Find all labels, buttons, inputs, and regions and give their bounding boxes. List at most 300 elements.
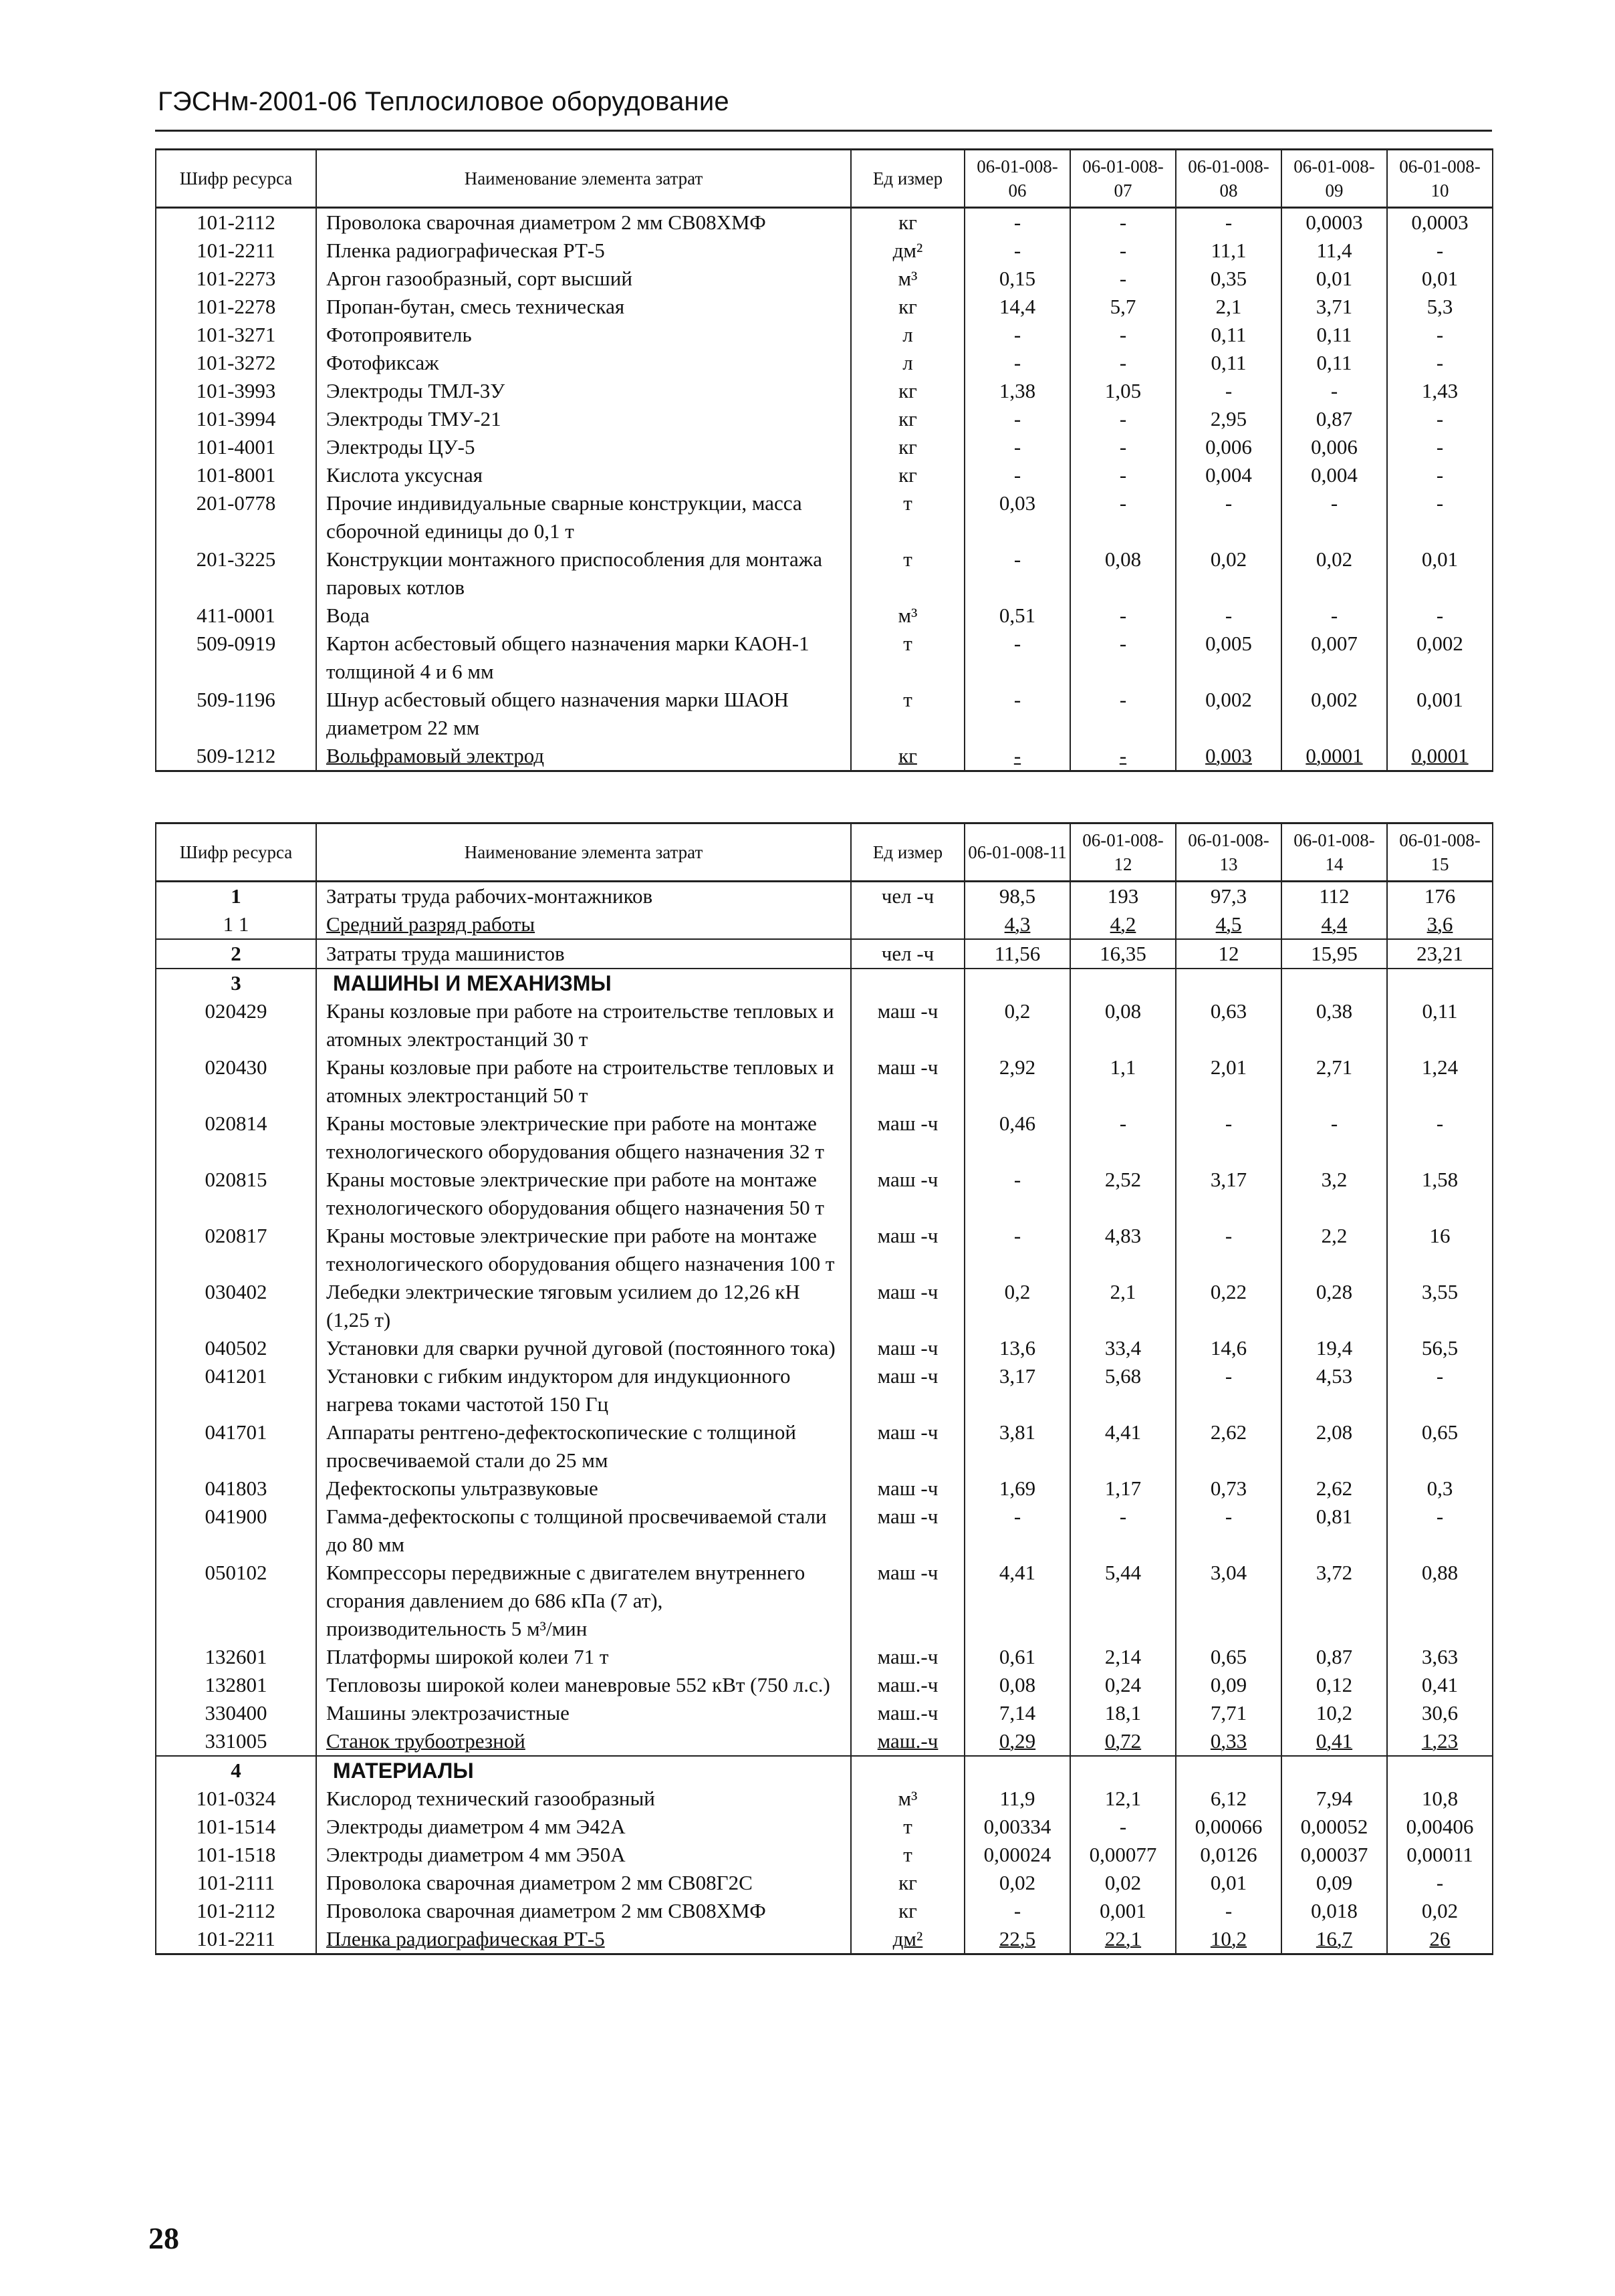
cell-value: -: [1176, 602, 1281, 630]
cell-value: -: [965, 433, 1070, 461]
cell-value: 22,5: [965, 1925, 1070, 1954]
table-row: [156, 545, 1493, 602]
table-row: [156, 1643, 1493, 1671]
cell-value: 6,12: [1176, 1785, 1281, 1813]
cell-value: -: [965, 321, 1070, 349]
cell-value: 0,73: [1176, 1475, 1281, 1503]
cell-name: Затраты труда рабочих-монтажников: [316, 882, 851, 911]
table-row: [156, 1671, 1493, 1699]
cell-code: 020814: [156, 1110, 316, 1166]
table-row: [156, 882, 1493, 911]
cell-code: 101-8001: [156, 461, 316, 489]
cell-value: -: [1176, 489, 1281, 545]
cell-name: Электроды диаметром 4 мм Э50А: [316, 1841, 851, 1869]
cell-unit: маш.-ч: [851, 1671, 965, 1699]
cell-unit: [851, 910, 965, 939]
cell-unit: чел -ч: [851, 939, 965, 969]
cell-name: МАШИНЫ И МЕХАНИЗМЫ: [316, 969, 851, 997]
cell-name: Электроды диаметром 4 мм Э42А: [316, 1813, 851, 1841]
cell-unit: т: [851, 545, 965, 602]
cell-value: -: [1070, 489, 1176, 545]
column-header-norm: 06-01-008-15: [1387, 823, 1493, 882]
cell-unit: маш.-ч: [851, 1699, 965, 1727]
cell-unit: чел -ч: [851, 882, 965, 911]
cell-value: [1387, 969, 1493, 997]
cell-value: 0,02: [1387, 1897, 1493, 1925]
cell-value: 4,4: [1281, 910, 1387, 939]
column-header-norm: 06-01-008-12: [1070, 823, 1176, 882]
cell-name: Станок трубоотрезной: [316, 1727, 851, 1756]
cell-name: Установки с гибким индуктором для индукционного нагрева токами частотой 150 Гц: [316, 1362, 851, 1418]
table-header-row: [156, 823, 1493, 882]
cell-value: 0,001: [1070, 1897, 1176, 1925]
cell-name: Конструкции монтажного приспособления для монтажа паровых котлов: [316, 545, 851, 602]
cell-code: 101-2211: [156, 1925, 316, 1954]
cell-value: 0,2: [965, 1278, 1070, 1334]
cell-value: 0,0001: [1387, 742, 1493, 771]
table-row: [156, 1756, 1493, 1785]
cell-value: 11,9: [965, 1785, 1070, 1813]
cell-code: 509-1196: [156, 686, 316, 742]
column-header-norm: 06-01-008-07: [1070, 150, 1176, 208]
cell-value: -: [965, 1222, 1070, 1278]
cell-value: 0,004: [1281, 461, 1387, 489]
cell-value: 0,0001: [1281, 742, 1387, 771]
cell-value: 0,00011: [1387, 1841, 1493, 1869]
cell-unit: маш.-ч: [851, 1727, 965, 1756]
cell-unit: маш -ч: [851, 997, 965, 1053]
cell-value: 3,17: [1176, 1166, 1281, 1222]
cell-value: 112: [1281, 882, 1387, 911]
cell-name: Проволока сварочная диаметром 2 мм СВ08ХМФ: [316, 1897, 851, 1925]
cell-value: 0,41: [1281, 1727, 1387, 1756]
cell-value: 7,14: [965, 1699, 1070, 1727]
cell-value: 4,53: [1281, 1362, 1387, 1418]
cell-value: 2,1: [1176, 293, 1281, 321]
cell-value: 0,00077: [1070, 1841, 1176, 1869]
cell-value: -: [1387, 433, 1493, 461]
column-header-norm: 06-01-008-11: [965, 823, 1070, 882]
cell-name: Фотопроявитель: [316, 321, 851, 349]
cell-value: -: [1070, 1110, 1176, 1166]
cell-code: 101-3993: [156, 377, 316, 405]
cell-unit: маш -ч: [851, 1503, 965, 1559]
cell-value: 0,007: [1281, 630, 1387, 686]
cell-value: -: [1387, 349, 1493, 377]
header-rule: [155, 130, 1492, 132]
table-row: [156, 602, 1493, 630]
cell-code: 1 1: [156, 910, 316, 939]
cell-code: 509-1212: [156, 742, 316, 771]
cell-value: -: [1281, 489, 1387, 545]
cell-value: 0,38: [1281, 997, 1387, 1053]
cell-value: 4,3: [965, 910, 1070, 939]
table-row: [156, 1785, 1493, 1813]
cell-value: -: [1070, 602, 1176, 630]
cell-value: 0,005: [1176, 630, 1281, 686]
cell-value: 0,002: [1281, 686, 1387, 742]
cell-value: 0,29: [965, 1727, 1070, 1756]
cell-value: 0,3: [1387, 1475, 1493, 1503]
cell-value: 0,08: [965, 1671, 1070, 1699]
cell-code: 2: [156, 939, 316, 969]
cell-name: МАТЕРИАЛЫ: [316, 1756, 851, 1785]
cell-value: [1070, 1756, 1176, 1785]
cell-value: 0,018: [1281, 1897, 1387, 1925]
cell-value: 18,1: [1070, 1699, 1176, 1727]
cell-value: 2,52: [1070, 1166, 1176, 1222]
cell-code: 101-1518: [156, 1841, 316, 1869]
column-header-code: Шифр ресурса: [156, 150, 316, 208]
cell-code: 050102: [156, 1559, 316, 1643]
cell-unit: кг: [851, 405, 965, 433]
table-row: [156, 1053, 1493, 1110]
table-row: [156, 377, 1493, 405]
cell-unit: маш -ч: [851, 1559, 965, 1643]
cell-value: 3,04: [1176, 1559, 1281, 1643]
cell-code: 330400: [156, 1699, 316, 1727]
cell-name: Вольфрамовый электрод: [316, 742, 851, 771]
table-row: [156, 1110, 1493, 1166]
cell-name: Лебедки электрические тяговым усилием до 12,26 кН (1,25 т): [316, 1278, 851, 1334]
cell-name: Краны козловые при работе на строительстве тепловых и атомных электростанций 30 т: [316, 997, 851, 1053]
cell-unit: т: [851, 630, 965, 686]
cell-value: 33,4: [1070, 1334, 1176, 1362]
cell-value: 0,00052: [1281, 1813, 1387, 1841]
table-row: [156, 969, 1493, 997]
cell-code: 101-0324: [156, 1785, 316, 1813]
table-body: [156, 882, 1493, 1954]
cell-value: 22,1: [1070, 1925, 1176, 1954]
cell-code: 101-2112: [156, 208, 316, 237]
table-row: [156, 1418, 1493, 1475]
cell-unit: л: [851, 321, 965, 349]
cell-value: -: [965, 1897, 1070, 1925]
cell-value: 2,01: [1176, 1053, 1281, 1110]
cell-value: 0,001: [1387, 686, 1493, 742]
cell-code: 101-4001: [156, 433, 316, 461]
cell-value: 0,003: [1176, 742, 1281, 771]
cell-name: Компрессоры передвижные с двигателем внутреннего сгорания давлением до 686 кПа (7 ат), производительность 5 м³/мин: [316, 1559, 851, 1643]
cell-value: 0,08: [1070, 997, 1176, 1053]
cell-value: 7,71: [1176, 1699, 1281, 1727]
cell-value: -: [1387, 1362, 1493, 1418]
cell-value: 4,5: [1176, 910, 1281, 939]
cell-value: -: [1070, 742, 1176, 771]
column-header-norm: 06-01-008-06: [965, 150, 1070, 208]
cell-unit: дм²: [851, 1925, 965, 1954]
cell-value: 7,94: [1281, 1785, 1387, 1813]
table-row: [156, 910, 1493, 939]
table-row: [156, 686, 1493, 742]
cell-value: 16,35: [1070, 939, 1176, 969]
cell-name: Электроды ЦУ-5: [316, 433, 851, 461]
cell-value: -: [1070, 630, 1176, 686]
cell-code: 132801: [156, 1671, 316, 1699]
cell-unit: кг: [851, 293, 965, 321]
cell-value: [1281, 1756, 1387, 1785]
cell-name: Платформы широкой колеи 71 т: [316, 1643, 851, 1671]
cell-value: 0,81: [1281, 1503, 1387, 1559]
cell-unit: кг: [851, 742, 965, 771]
cell-value: 0,01: [1387, 265, 1493, 293]
column-header-norm: 06-01-008-14: [1281, 823, 1387, 882]
table-row: [156, 1813, 1493, 1841]
cell-value: 0,01: [1387, 545, 1493, 602]
cell-value: 0,51: [965, 602, 1070, 630]
cell-value: 16: [1387, 1222, 1493, 1278]
column-header-unit: Ед измер: [851, 823, 965, 882]
table-row: [156, 208, 1493, 237]
cell-value: 16,7: [1281, 1925, 1387, 1954]
cell-name: Затраты труда машинистов: [316, 939, 851, 969]
cell-name: Аппараты рентгено-дефектоскопические с толщиной просвечиваемой стали до 25 мм: [316, 1418, 851, 1475]
cell-value: 0,22: [1176, 1278, 1281, 1334]
cell-value: 1,24: [1387, 1053, 1493, 1110]
cell-value: -: [1281, 377, 1387, 405]
cell-value: 0,87: [1281, 1643, 1387, 1671]
cell-unit: маш -ч: [851, 1334, 965, 1362]
cell-value: -: [965, 545, 1070, 602]
table-row: [156, 1362, 1493, 1418]
cell-value: -: [1070, 461, 1176, 489]
column-header-name: Наименование элемента затрат: [316, 823, 851, 882]
cell-value: 0,09: [1281, 1869, 1387, 1897]
cell-value: 0,0126: [1176, 1841, 1281, 1869]
resource-table-1: [155, 148, 1493, 772]
cell-name: Проволока сварочная диаметром 2 мм СВ08ХМФ: [316, 208, 851, 237]
table-row: [156, 1925, 1493, 1954]
cell-unit: [851, 969, 965, 997]
cell-value: [1176, 969, 1281, 997]
cell-value: 0,65: [1176, 1643, 1281, 1671]
column-header-name: Наименование элемента затрат: [316, 150, 851, 208]
cell-unit: т: [851, 489, 965, 545]
cell-value: 11,56: [965, 939, 1070, 969]
cell-unit: кг: [851, 1869, 965, 1897]
cell-value: 3,17: [965, 1362, 1070, 1418]
cell-value: 11,4: [1281, 237, 1387, 265]
cell-value: [1070, 969, 1176, 997]
cell-value: 4,83: [1070, 1222, 1176, 1278]
cell-value: -: [1070, 349, 1176, 377]
cell-name: Краны мостовые электрические при работе на монтаже технологического оборудования общего назначения 50 т: [316, 1166, 851, 1222]
column-header-unit: Ед измер: [851, 150, 965, 208]
cell-value: 0,006: [1281, 433, 1387, 461]
cell-value: -: [1387, 489, 1493, 545]
table-row: [156, 1166, 1493, 1222]
cell-name: Электроды ТМЛ-3У: [316, 377, 851, 405]
table-row: [156, 433, 1493, 461]
cell-value: 2,62: [1176, 1418, 1281, 1475]
cell-name: Средний разряд работы: [316, 910, 851, 939]
cell-code: 101-3994: [156, 405, 316, 433]
cell-code: 020817: [156, 1222, 316, 1278]
table-row: [156, 1727, 1493, 1756]
cell-value: 30,6: [1387, 1699, 1493, 1727]
cell-value: 2,2: [1281, 1222, 1387, 1278]
cell-value: 0,0003: [1281, 208, 1387, 237]
cell-value: -: [1176, 1222, 1281, 1278]
cell-unit: м³: [851, 602, 965, 630]
cell-value: 0,01: [1281, 265, 1387, 293]
cell-value: 0,004: [1176, 461, 1281, 489]
cell-code: 030402: [156, 1278, 316, 1334]
cell-name: Шнур асбестовый общего назначения марки ШАОН диаметром 22 мм: [316, 686, 851, 742]
cell-unit: т: [851, 1813, 965, 1841]
cell-value: 26: [1387, 1925, 1493, 1954]
page-number: 28: [148, 2221, 179, 2255]
cell-code: 201-3225: [156, 545, 316, 602]
cell-code: 411-0001: [156, 602, 316, 630]
table-row: [156, 349, 1493, 377]
table-row: [156, 1278, 1493, 1334]
cell-value: 4,2: [1070, 910, 1176, 939]
cell-value: -: [1281, 1110, 1387, 1166]
table-row: [156, 1897, 1493, 1925]
cell-code: 3: [156, 969, 316, 997]
cell-value: 1,58: [1387, 1166, 1493, 1222]
cell-name: Установки для сварки ручной дуговой (постоянного тока): [316, 1334, 851, 1362]
cell-code: 040502: [156, 1334, 316, 1362]
column-header-code: Шифр ресурса: [156, 823, 316, 882]
cell-value: 0,46: [965, 1110, 1070, 1166]
cell-code: 101-3271: [156, 321, 316, 349]
cell-name: Кислород технический газообразный: [316, 1785, 851, 1813]
cell-value: 1,69: [965, 1475, 1070, 1503]
table-row: [156, 1222, 1493, 1278]
cell-value: -: [1070, 405, 1176, 433]
cell-value: -: [1176, 377, 1281, 405]
cell-unit: маш -ч: [851, 1475, 965, 1503]
cell-unit: м³: [851, 265, 965, 293]
cell-name: Картон асбестовый общего назначения марки КАОН-1 толщиной 4 и 6 мм: [316, 630, 851, 686]
table-row: [156, 1699, 1493, 1727]
cell-value: -: [1070, 237, 1176, 265]
cell-unit: [851, 1756, 965, 1785]
cell-unit: маш -ч: [851, 1053, 965, 1110]
cell-value: 3,72: [1281, 1559, 1387, 1643]
cell-value: -: [965, 686, 1070, 742]
cell-value: 0,02: [1176, 545, 1281, 602]
cell-unit: кг: [851, 433, 965, 461]
cell-value: -: [1070, 1503, 1176, 1559]
table-header-row: [156, 150, 1493, 208]
cell-unit: кг: [851, 208, 965, 237]
cell-name: Пленка радиографическая РТ-5: [316, 1925, 851, 1954]
cell-value: 0,03: [965, 489, 1070, 545]
cell-value: 5,3: [1387, 293, 1493, 321]
cell-value: -: [965, 742, 1070, 771]
cell-name: Краны мостовые электрические при работе на монтаже технологического оборудования общего назначения 32 т: [316, 1110, 851, 1166]
cell-unit: маш -ч: [851, 1362, 965, 1418]
cell-name: Прочие индивидуальные сварные конструкции, масса сборочной единицы до 0,1 т: [316, 489, 851, 545]
cell-value: -: [1176, 1110, 1281, 1166]
cell-name: Пленка радиографическая РТ-5: [316, 237, 851, 265]
cell-value: 0,02: [1281, 545, 1387, 602]
column-header-norm: 06-01-008-08: [1176, 150, 1281, 208]
cell-value: 0,33: [1176, 1727, 1281, 1756]
cell-value: -: [1387, 602, 1493, 630]
cell-name: Фотофиксаж: [316, 349, 851, 377]
cell-value: 15,95: [1281, 939, 1387, 969]
cell-value: 0,09: [1176, 1671, 1281, 1699]
cell-value: -: [965, 1166, 1070, 1222]
cell-value: -: [1176, 208, 1281, 237]
cell-value: -: [1176, 1897, 1281, 1925]
cell-value: 12,1: [1070, 1785, 1176, 1813]
cell-code: 041803: [156, 1475, 316, 1503]
cell-value: 0,61: [965, 1643, 1070, 1671]
cell-value: -: [1387, 321, 1493, 349]
cell-name: Тепловозы широкой колеи маневровые 552 кВт (750 л.с.): [316, 1671, 851, 1699]
table-body: [156, 208, 1493, 771]
cell-value: 2,08: [1281, 1418, 1387, 1475]
cell-value: -: [965, 630, 1070, 686]
table-row: [156, 939, 1493, 969]
cell-unit: маш -ч: [851, 1418, 965, 1475]
cell-name: Машины электрозачистные: [316, 1699, 851, 1727]
cell-value: 0,11: [1176, 349, 1281, 377]
cell-value: 0,00037: [1281, 1841, 1387, 1869]
cell-value: -: [1387, 461, 1493, 489]
cell-value: -: [1387, 1869, 1493, 1897]
cell-value: 1,17: [1070, 1475, 1176, 1503]
cell-value: -: [1070, 686, 1176, 742]
cell-value: -: [1281, 602, 1387, 630]
cell-value: -: [1387, 237, 1493, 265]
cell-value: 1,43: [1387, 377, 1493, 405]
cell-value: 0,12: [1281, 1671, 1387, 1699]
cell-value: 98,5: [965, 882, 1070, 911]
cell-unit: кг: [851, 377, 965, 405]
cell-code: 041701: [156, 1418, 316, 1475]
table-row: [156, 293, 1493, 321]
cell-value: 5,7: [1070, 293, 1176, 321]
cell-name: Электроды ТМУ-21: [316, 405, 851, 433]
cell-value: 0,28: [1281, 1278, 1387, 1334]
cell-name: Кислота уксусная: [316, 461, 851, 489]
cell-unit: маш -ч: [851, 1110, 965, 1166]
cell-code: 101-2112: [156, 1897, 316, 1925]
cell-value: -: [1070, 321, 1176, 349]
cell-value: [1281, 969, 1387, 997]
cell-value: 0,002: [1176, 686, 1281, 742]
cell-code: 331005: [156, 1727, 316, 1756]
cell-name: Краны мостовые электрические при работе на монтаже технологического оборудования общего назначения 100 т: [316, 1222, 851, 1278]
cell-value: -: [1176, 1362, 1281, 1418]
cell-value: 0,11: [1281, 349, 1387, 377]
cell-value: 14,4: [965, 293, 1070, 321]
cell-value: -: [965, 237, 1070, 265]
cell-value: -: [1070, 265, 1176, 293]
column-header-norm: 06-01-008-09: [1281, 150, 1387, 208]
cell-value: 10,2: [1176, 1925, 1281, 1954]
cell-unit: м³: [851, 1785, 965, 1813]
cell-value: 0,2: [965, 997, 1070, 1053]
cell-value: 0,87: [1281, 405, 1387, 433]
table-row: [156, 1559, 1493, 1643]
cell-value: 2,95: [1176, 405, 1281, 433]
cell-value: 1,23: [1387, 1727, 1493, 1756]
cell-value: 0,006: [1176, 433, 1281, 461]
cell-value: 2,92: [965, 1053, 1070, 1110]
cell-value: -: [1070, 208, 1176, 237]
cell-name: Аргон газообразный, сорт высший: [316, 265, 851, 293]
cell-code: 020815: [156, 1166, 316, 1222]
cell-code: 509-0919: [156, 630, 316, 686]
cell-value: 3,6: [1387, 910, 1493, 939]
